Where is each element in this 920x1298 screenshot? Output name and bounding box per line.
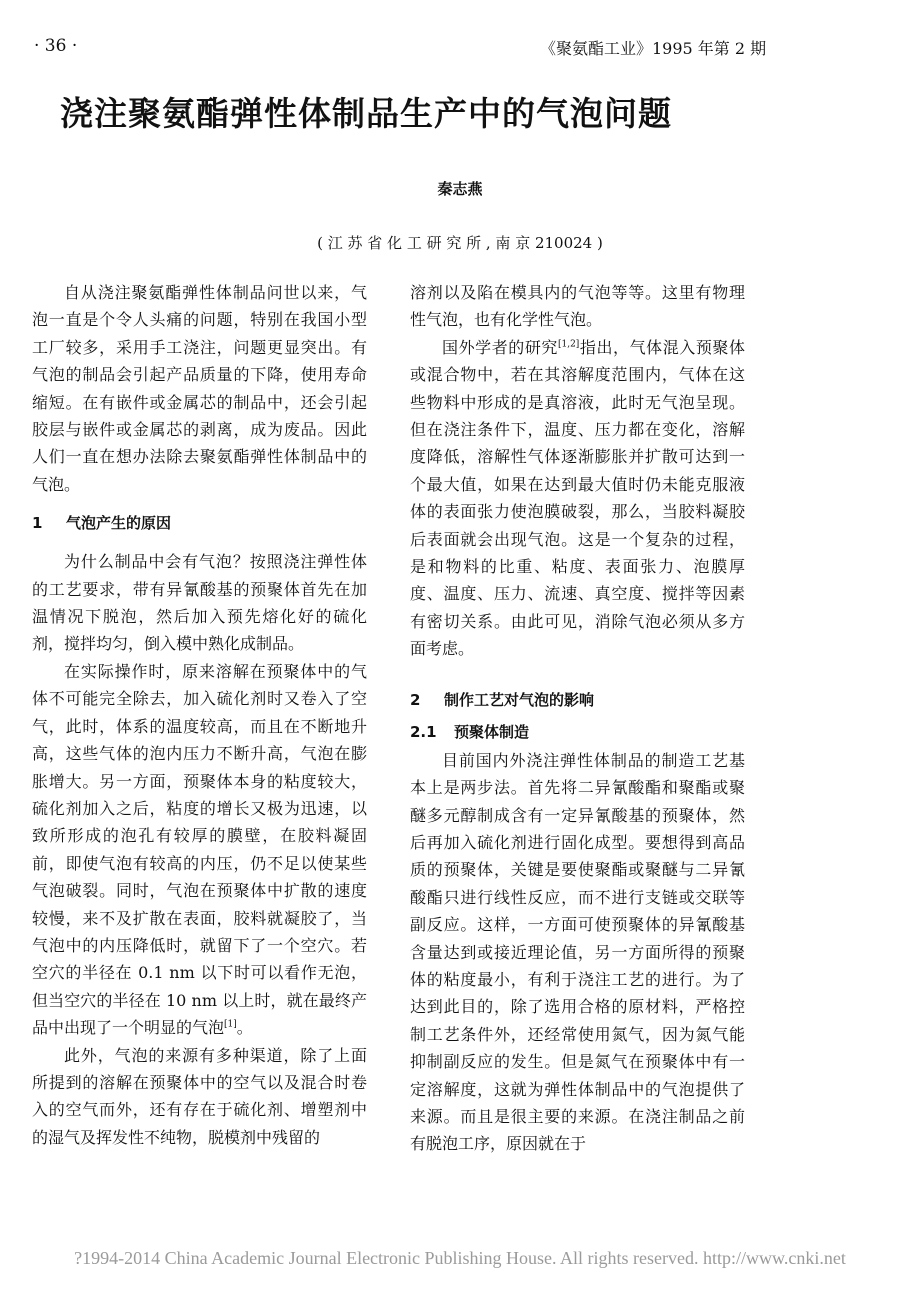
section-title: 制作工艺对气泡的影响 [444, 690, 595, 709]
author: 秦志燕 [437, 180, 483, 198]
page-number: · 36 · [34, 36, 78, 56]
paragraph-text: 在实际操作时，原来溶解在预聚体中的气体不可能完全除去，加入硫化剂时又卷入了空气，此时，体系的温度较高，而且在不断地升高，这些气体的泡内压力不断升高，气泡在膨胀增大。另一方面，预聚体本身的粘度较大，硫化剂加入之后，粘度的增长又极为迅速，以致所形成的泡孔有较厚的膜壁，在胶料凝固前，即使气泡有较高的内压，仍不足以使某些气泡破裂。同时，气泡在预聚体中扩散的速度较慢，来不及扩散在表面，胶料就凝胶了，当气泡中的内压降低时，就留下了一个空穴。若空穴的半径在 0.1 nm 以下时可以看作无泡，但当空穴的半径在 10 nm 以上时，就在最终产品中出现了一个明显的气泡 [32, 661, 367, 1038]
paragraph: 为什么制品中会有气泡？按照浇注弹性体的工艺要求，带有异氰酸基的预聚体首先在加温情况下脱泡，然后加入预先熔化好的硫化剂，搅拌均匀，倒入模中熟化成制品。 [32, 552, 367, 654]
subsection-title: 预聚体制造 [454, 722, 530, 741]
section-title: 气泡产生的原因 [66, 514, 172, 533]
paragraph-text: 指出，气体混入预聚体或混合物中，若在其溶解度范围内，气体在这些物料中形成的是真溶液，此时无气泡呈现。但在浇注条件下，温度、压力都在变化，溶解度降低，溶解性气体逐渐膨胀并扩散可达到一个最大值，如果在达到最大值时仍未能克服液体的表面张力使泡膜破裂，那么，当胶料凝胶后表面就会出现气泡。这是一个复杂的过程，是和物料的比重、粘度、表面张力、泡膜厚度、温度、压力、流速、真空度、搅拌等因素有密切关系。由此可见，消除气泡必须从多方面考虑。 [410, 337, 745, 659]
right-column [410, 279, 745, 1158]
paragraph: 目前国内外浇注弹性体制品的制造工艺基本上是两步法。首先将二异氰酸酯和聚酯或聚醚多元醇制成含有一定异氰酸基的预聚体，然后再加入硫化剂进行固化成型。要想得到高品质的预聚体，关键是要使聚酯或聚醚与二异氰酸酯只进行线性反应，而不进行支链或交联等副反应。这样，一方面可使预聚体的异氰酸基含量达到或接近理论值，另一方面所得的预聚体的粘度最小，有利于浇注工艺的进行。为了达到此目的，除了选用合格的原材料，严格控制工艺条件外，还经常使用氮气，因为氮气能抑制副反应的发生。但是氮气在预聚体中有一定溶解度，这就为弹性体制品中的气泡提供了来源。而且是很主要的来源。在浇注制品之前有脱泡工序，原因就在于 [410, 750, 745, 1154]
section-2-heading [410, 689, 745, 711]
citation: [1,2] [557, 339, 580, 350]
section-number: 2 [410, 690, 421, 709]
paragraph [32, 658, 367, 1042]
citation: [1] [224, 1019, 237, 1030]
article-title: 浇注聚氨酯弹性体制品生产中的气泡问题 [60, 94, 672, 133]
subsection-2-1-heading [410, 721, 745, 743]
paragraph [410, 334, 745, 663]
section-number: 1 [32, 514, 43, 533]
journal-info: 《聚氨酯工业》1995 年第 2 期 [540, 39, 767, 58]
paragraph-text: 国外学者的研究 [442, 337, 558, 357]
paragraph: 此外，气泡的来源有多种渠道，除了上面所提到的溶解在预聚体中的空气以及混合时卷入的空气而外，还有存在于硫化剂、增塑剂中的湿气及挥发性不纯物，脱模剂中残留的 [32, 1045, 367, 1147]
affiliation: ( 江 苏 省 化 工 研 究 所 , 南 京 210024 ) [317, 234, 603, 252]
intro-paragraph: 自从浇注聚氨酯弹性体制品问世以来，气泡一直是个令人头痛的问题，特别在我国小型工厂较多，采用手工浇注，问题更显突出。有气泡的制品会引起产品质量的下降，使用寿命缩短。在有嵌件或金属芯的制品中，还会引起胶层与嵌件或金属芯的剥离，成为废品。因此人们一直在想办法除去聚氨酯弹性体制品中的气泡。 [32, 283, 367, 494]
copyright-footer: ?1994-2014 China Academic Journal Electronic Publishing House. All rights reserved. http://www.cnki.net [74, 1248, 846, 1268]
subsection-number: 2.1 [410, 722, 437, 741]
punctuation: 。 [236, 1018, 253, 1038]
left-column [32, 279, 367, 1151]
paragraph: 溶剂以及陷在模具内的气泡等等。这里有物理性气泡，也有化学性气泡。 [410, 283, 745, 330]
section-1-heading [32, 512, 367, 534]
